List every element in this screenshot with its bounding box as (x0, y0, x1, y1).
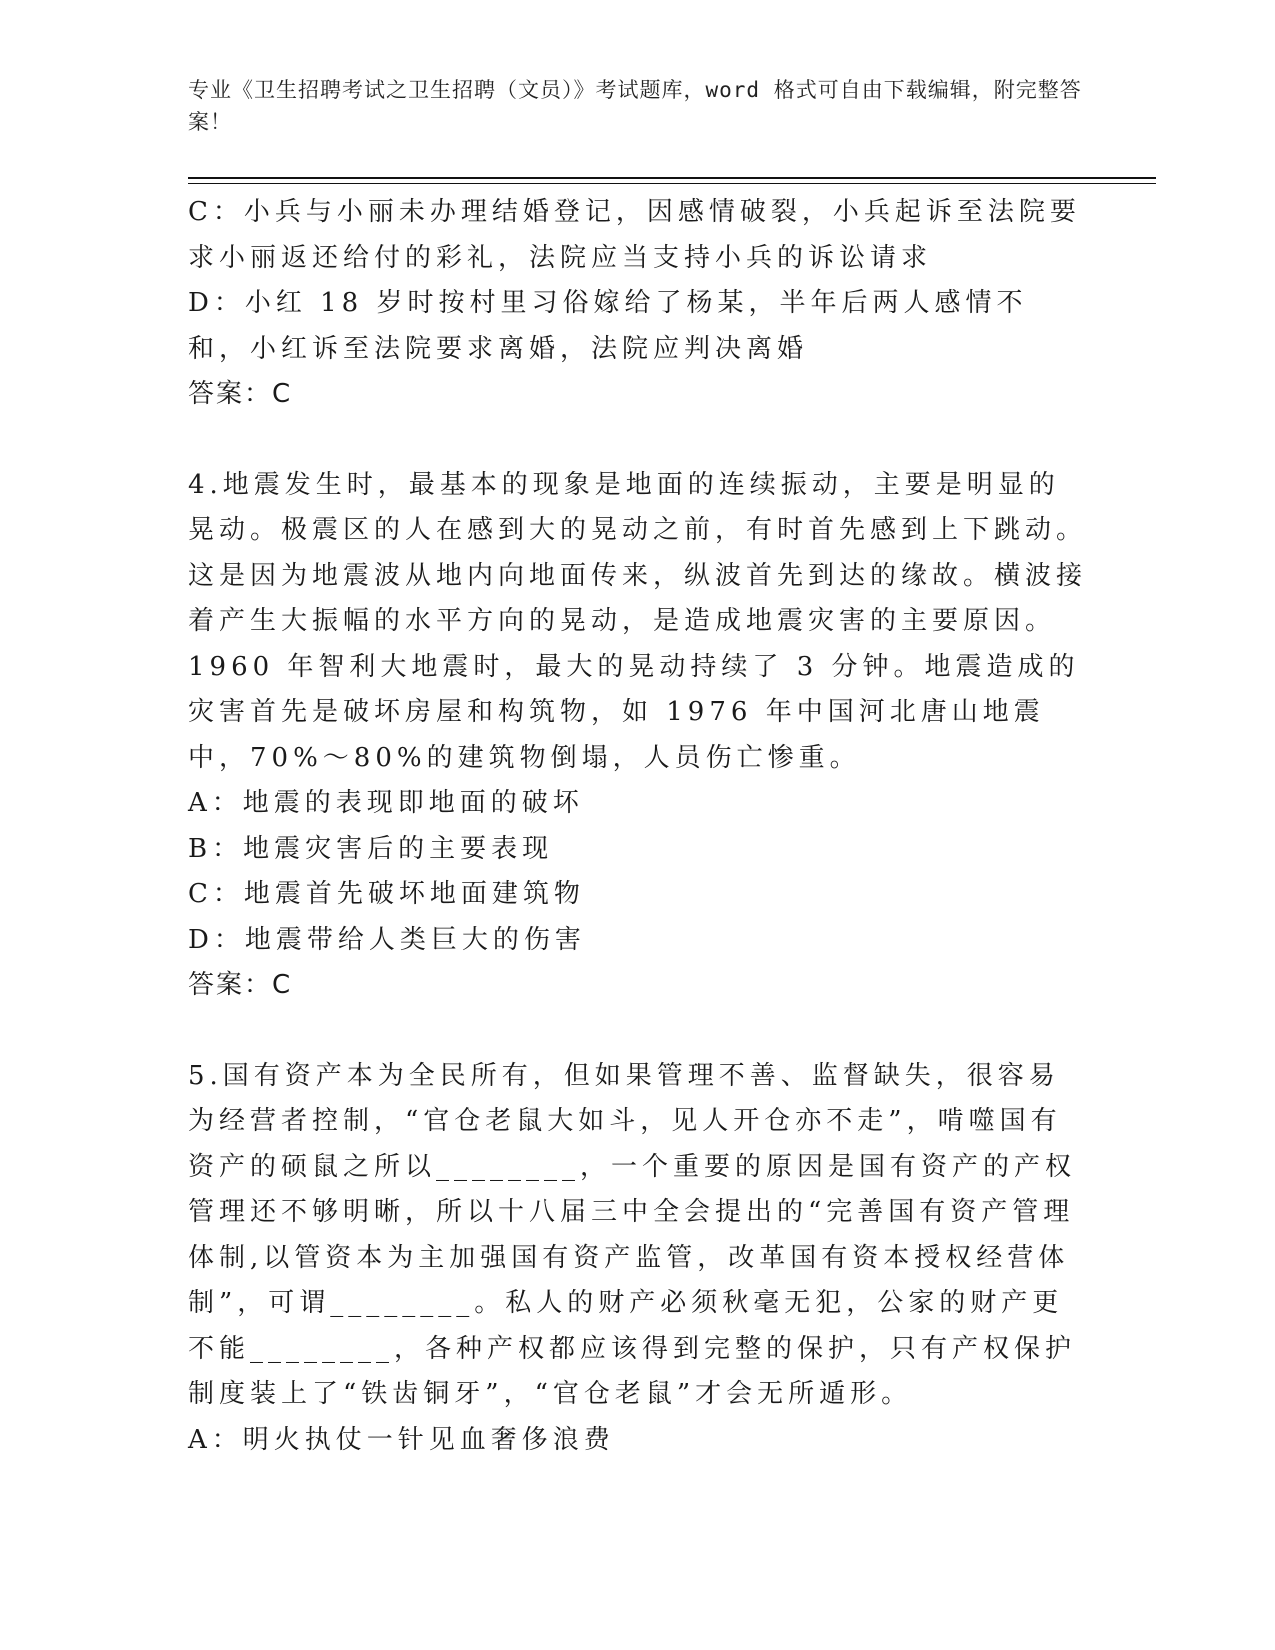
header-rule-thin (188, 183, 1156, 184)
q4-option-b: B：地震灾害后的主要表现 (188, 833, 554, 864)
q4-option-c: C：地震首先破坏地面建筑物 (188, 879, 585, 909)
q3-option-c: C：小兵与小丽未办理结婚登记，因感情破裂，小兵起诉至法院要求小丽返还给付的彩礼，法院应当支持小兵的诉讼请求 (188, 197, 1081, 273)
question-content (188, 190, 1088, 1463)
q4-option-d: D：地震带给人类巨大的伤害 (188, 924, 586, 955)
header-rule-thick (188, 177, 1156, 179)
q4-answer: 答案：C (188, 970, 293, 1000)
q5-option-a: A：明火执仗一针见血奢侈浪费 (188, 1424, 615, 1455)
q5-stem: 5.国有资产本为全民所有，但如果管理不善、监督缺失，很容易为经营者控制，“官仓老鼠大如斗，见人开仓亦不走”，啃噬国有资产的硕鼠之所以________，一个重要的原因是国有资产的产权管理还不够明晰，所以十八届三中全会提出的“完善国有资产管理体制,以管资本为主加强国有资产监管，改革国有资本授权经营体制”，可谓________。私人的财产必须秋毫无犯，公家的财产更不能________，各种产权都应该得到完整的保护，只有产权保护制度装上了“铁齿铜牙”，“官仓老鼠”才会无所遁形。 (188, 1060, 1077, 1409)
spacer (188, 418, 1088, 463)
page-header: 专业《卫生招聘考试之卫生招聘（文员）》考试题库，word 格式可自由下载编辑，附完整答案！ (188, 78, 1082, 134)
spacer (188, 1009, 1088, 1054)
q3-option-d: D：小红 18 岁时按村里习俗嫁给了杨某，半年后两人感情不和，小红诉至法院要求离婚，法院应判决离婚 (188, 288, 1028, 364)
q4-stem: 4.地震发生时，最基本的现象是地面的连续振动，主要是明显的晃动。极震区的人在感到大的晃动之前，有时首先感到上下跳动。这是因为地震波从地内向地面传来，纵波首先到达的缘故。横波接着产生大振幅的水平方向的晃动，是造成地震灾害的主要原因。1960 年智利大地震时，最大的晃动持续了 3 分钟。地震造成的灾害首先是破坏房屋和构筑物，如 1976 年中国河北唐山地震中，70%～80%的建筑物倒塌，人员伤亡惨重。 (188, 469, 1088, 773)
q4-option-a: A：地震的表现即地面的破坏 (188, 788, 584, 818)
q3-answer: 答案：C (188, 379, 293, 409)
